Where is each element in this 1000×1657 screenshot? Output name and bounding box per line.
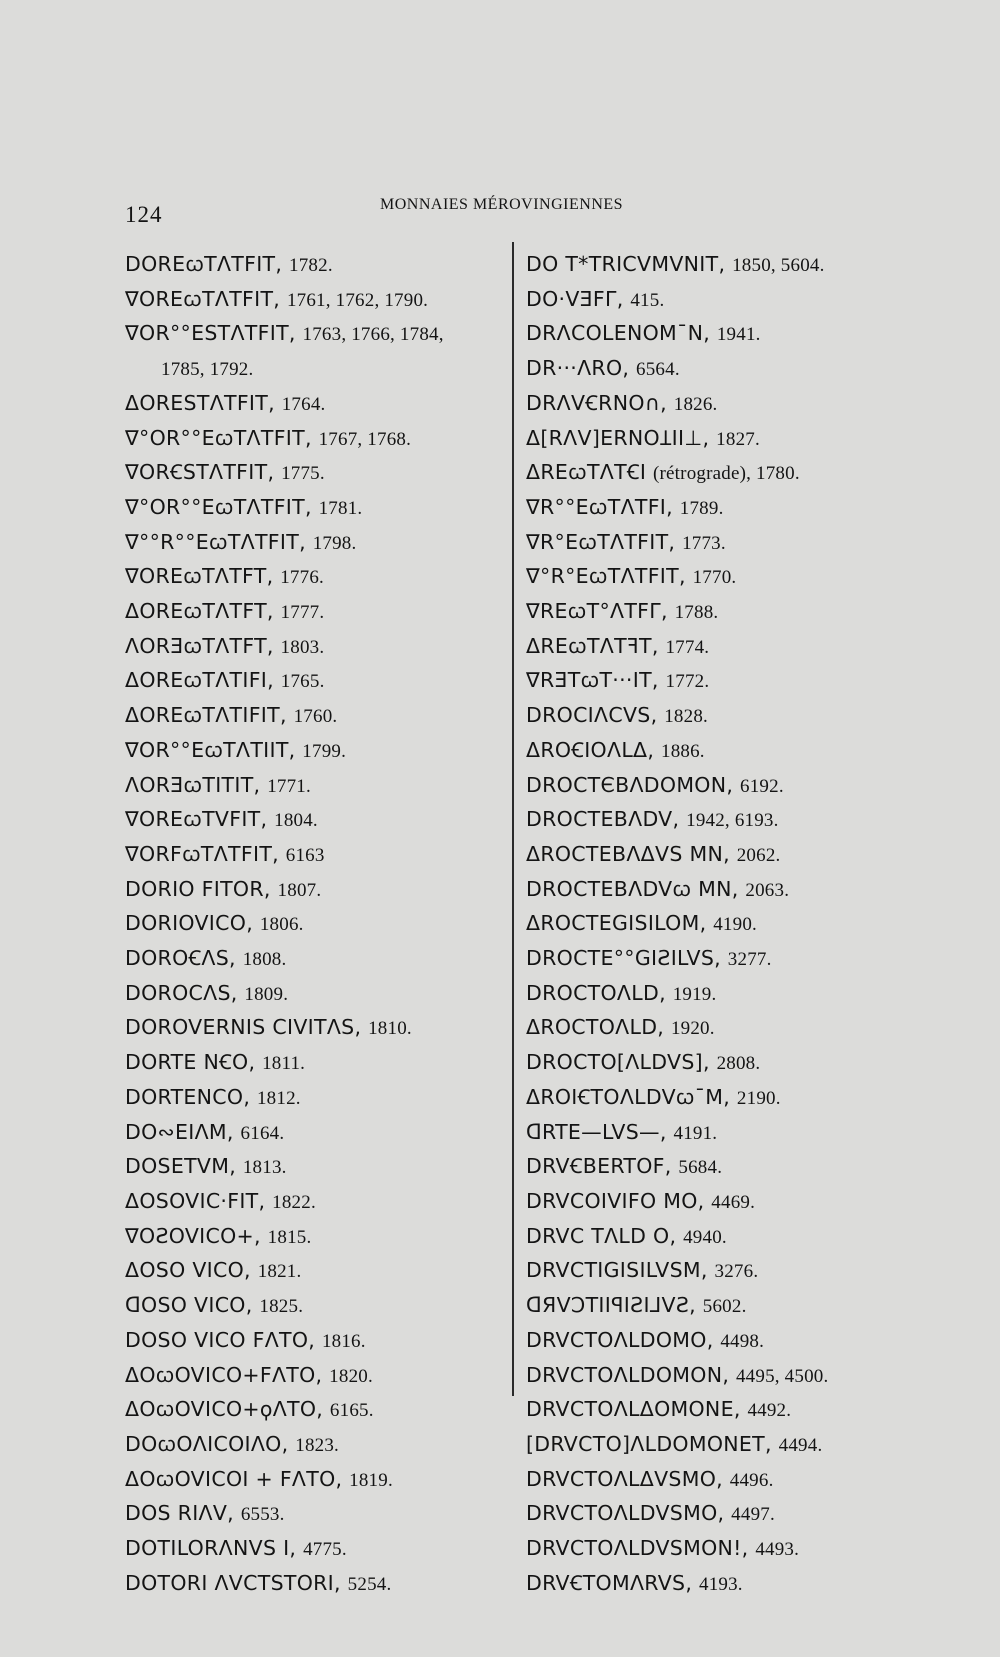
index-entry <box>125 1463 515 1498</box>
catalog-refs: 1777. <box>280 602 325 624</box>
index-entry <box>526 769 946 804</box>
index-entry <box>125 803 515 838</box>
catalog-refs: 4496. <box>729 1469 774 1491</box>
coin-legend: DR···ΛRO, <box>526 356 637 381</box>
index-entry <box>125 873 515 908</box>
index-entry <box>526 1220 946 1255</box>
catalog-refs: 1782. <box>289 255 333 276</box>
column-divider <box>512 242 514 1396</box>
catalog-refs: 1798. <box>312 532 357 554</box>
catalog-refs: 1807. <box>277 879 322 901</box>
catalog-refs: 6564. <box>636 359 680 381</box>
coin-legend: ΔROIꞒTOΛLDVꞷ¯M, <box>526 1084 737 1109</box>
index-entry <box>526 422 946 457</box>
catalog-refs: 1811. <box>262 1053 306 1075</box>
catalog-refs: 1773. <box>682 532 726 554</box>
coin-legend: DORIOVICO, <box>125 911 260 936</box>
index-entry <box>526 1046 946 1081</box>
catalog-refs: 1822. <box>272 1191 316 1213</box>
catalog-refs: 4495, 4500. <box>735 1365 829 1387</box>
catalog-refs: 1765. <box>280 671 325 693</box>
coin-legend: ΔORESTΛTFIT, <box>125 390 282 415</box>
coin-legend: ∇RƎTꞷT···IT, <box>526 668 666 693</box>
catalog-refs: 2190. <box>736 1087 781 1109</box>
coin-legend: ∇OREꞷTVFIT, <box>125 807 275 832</box>
index-entry <box>526 699 946 734</box>
index-entry <box>526 1150 946 1185</box>
index-entry <box>526 491 946 526</box>
index-entry <box>526 560 946 595</box>
index-entry <box>526 387 946 422</box>
coin-legend: DOTORI ΛVCTSTORI, <box>125 1570 348 1595</box>
index-entry <box>125 1116 515 1151</box>
catalog-refs: 1823. <box>295 1434 339 1456</box>
catalog-refs: 1825. <box>259 1296 304 1318</box>
index-entry <box>125 1011 515 1046</box>
coin-legend: DROCTEBΛDV, <box>526 807 687 832</box>
index-entry <box>526 1359 946 1394</box>
coin-legend: DRVCTOΛLDVSMO, <box>526 1501 732 1526</box>
catalog-refs: (rétrograde), 1780. <box>653 463 800 485</box>
catalog-refs: 1810. <box>368 1018 412 1040</box>
coin-legend: ᗡOSO VICO, <box>125 1293 260 1318</box>
index-entry <box>125 1220 515 1255</box>
coin-legend: DOROꞒΛS, <box>125 946 243 971</box>
coin-legend: ᗡЯVϽTIIꟼIƧI⅃VƧ, <box>526 1293 703 1318</box>
index-entry <box>526 838 946 873</box>
coin-legend: ΛORƎꞷTITIT, <box>125 772 268 797</box>
coin-legend: DRVCTOΛLDOMON, <box>526 1362 736 1387</box>
coin-legend: DROCTEBΛDVꞷ MN, <box>526 876 746 901</box>
index-entry <box>125 456 515 491</box>
index-entry <box>526 1463 946 1498</box>
catalog-refs: 1776. <box>280 567 324 589</box>
catalog-refs: 4498. <box>720 1330 765 1352</box>
index-entry <box>125 699 515 734</box>
index-entry <box>526 1393 946 1428</box>
coin-legend: ∇ORꞒSTΛTFIT, <box>125 460 282 485</box>
index-entry <box>526 803 946 838</box>
index-entry <box>526 283 946 318</box>
catalog-refs: 2062. <box>736 844 781 866</box>
catalog-refs: 6165. <box>329 1400 374 1422</box>
catalog-refs: 1941. <box>716 324 761 346</box>
catalog-refs: 1775. <box>281 463 325 485</box>
coin-legend: ΔOREꞷTΛTIFIT, <box>125 703 294 728</box>
coin-legend: DORIO FITOR, <box>125 876 278 901</box>
index-entry <box>526 977 946 1012</box>
coin-legend: ᗡRTE—LVS—, <box>526 1119 674 1144</box>
catalog-refs: 6553. <box>240 1504 285 1526</box>
index-entry <box>526 630 946 665</box>
index-entry <box>526 1567 946 1602</box>
catalog-refs: 1808. <box>242 949 287 971</box>
index-entry <box>125 1359 515 1394</box>
catalog-refs: 1809. <box>244 983 289 1005</box>
page-number: 124 <box>125 202 163 227</box>
index-entry <box>125 1254 515 1289</box>
coin-legend: ∇OR°°ESTΛTFIT, <box>125 321 303 346</box>
catalog-refs: 1774. <box>665 636 710 658</box>
index-entry <box>526 456 946 491</box>
coin-legend: ∇OƧOVICO+, <box>125 1223 268 1248</box>
index-entry <box>526 1497 946 1532</box>
catalog-refs: 6192. <box>740 775 784 797</box>
coin-legend: DO∾EIΛM, <box>125 1119 241 1144</box>
index-entry <box>125 283 515 318</box>
index-entry <box>526 1428 946 1463</box>
coin-legend: DORTE NꞒO, <box>125 1050 263 1075</box>
coin-legend: DO·VƎFΓ, <box>526 286 631 311</box>
right-column <box>526 248 946 1601</box>
coin-legend: [DRVCTO]ΛLDOMONET, <box>526 1431 779 1456</box>
index-entry <box>125 352 515 387</box>
coin-legend: DRVCTOΛLDVSMON!, <box>526 1536 756 1561</box>
catalog-refs: 6163 <box>285 844 325 866</box>
index-entry <box>125 560 515 595</box>
coin-legend: DRΛCOLENOM¯N, <box>526 321 717 346</box>
coin-legend: DROCTE°°GIƧILVS, <box>526 946 728 971</box>
catalog-refs: 1850, 5604. <box>732 255 825 276</box>
index-entry <box>526 1116 946 1151</box>
coin-legend: ∇R°°EꞷTΛTFI, <box>526 494 680 519</box>
index-entry <box>125 1567 515 1602</box>
index-entry <box>526 734 946 769</box>
coin-legend: DORTENCO, <box>125 1084 257 1109</box>
catalog-refs: 1815. <box>267 1226 312 1248</box>
catalog-refs: 3277. <box>727 949 772 971</box>
catalog-refs: 4492. <box>747 1400 792 1422</box>
coin-legend: DOSETVM, <box>125 1154 243 1179</box>
coin-legend: ΔROꞒIOΛLΔ, <box>526 737 661 762</box>
index-entry <box>125 734 515 769</box>
coin-legend: ∇OREꞷTΛTFIT, <box>125 286 287 311</box>
catalog-refs: 1942, 6193. <box>686 810 779 832</box>
catalog-refs: 1764. <box>281 393 326 415</box>
catalog-refs: 2063. <box>745 879 790 901</box>
catalog-refs: 6164. <box>240 1122 285 1144</box>
coin-legend: DROCTЄBΛDOMON, <box>526 772 741 797</box>
catalog-refs: 1763, 1766, 1784, <box>302 324 444 346</box>
catalog-refs: 1812. <box>256 1087 301 1109</box>
catalog-refs: 1803. <box>280 636 325 658</box>
coin-legend: ΔREꞷTΛTꟻT, <box>526 633 666 658</box>
index-entry <box>125 491 515 526</box>
coin-legend: ΔOSO VICO, <box>125 1258 258 1283</box>
catalog-refs: 1827. <box>716 428 760 450</box>
catalog-refs: 1919. <box>672 983 717 1005</box>
index-entry <box>125 317 515 352</box>
coin-legend: DOS RIΛV, <box>125 1501 241 1526</box>
coin-legend: ∇OR°°EꞷTΛTIIT, <box>125 737 303 762</box>
coin-legend: ∇°R°EꞷTΛTFIT, <box>526 564 693 589</box>
coin-legend: ΔROCTOΛLD, <box>526 1015 671 1040</box>
index-entry <box>526 526 946 561</box>
coin-legend: DOROVERNIS CIVITΛS, <box>125 1015 369 1040</box>
index-entry <box>125 595 515 630</box>
index-entry <box>526 1289 946 1324</box>
catalog-refs: 5684. <box>678 1157 723 1179</box>
index-entry <box>125 942 515 977</box>
coin-legend: DOREꞷTΛTFIT, <box>125 252 290 276</box>
catalog-refs: 4497. <box>731 1504 775 1526</box>
index-entry <box>526 664 946 699</box>
index-entry <box>125 1532 515 1567</box>
index-entry <box>526 942 946 977</box>
coin-legend: DROCTOΛLD, <box>526 980 673 1005</box>
coin-legend: DRVꞒBERTOF, <box>526 1154 679 1179</box>
coin-legend: DO T*TRICVMVNIT, <box>526 252 733 276</box>
catalog-refs: 1819. <box>349 1469 393 1491</box>
index-entry <box>125 1428 515 1463</box>
catalog-refs: 1826. <box>673 393 718 415</box>
coin-legend: ΔREꞷTΛTꞒI <box>526 460 653 485</box>
catalog-refs: 1761, 1762, 1790. <box>286 289 429 311</box>
catalog-refs: 4494. <box>778 1434 823 1456</box>
index-entry <box>125 630 515 665</box>
catalog-refs: 1781. <box>318 497 363 519</box>
index-entry <box>125 1289 515 1324</box>
catalog-refs: 1920. <box>670 1018 715 1040</box>
catalog-refs: 4191. <box>673 1122 718 1144</box>
index-entry <box>526 1254 946 1289</box>
catalog-refs: 1760. <box>293 706 338 728</box>
index-entry <box>125 526 515 561</box>
index-entry <box>125 1497 515 1532</box>
coin-legend: DOTILORΛNVS I, <box>125 1536 304 1561</box>
catalog-refs: 1770. <box>692 567 737 589</box>
index-entry <box>526 595 946 630</box>
coin-legend: ∇REꞷT°ΛTFΓ, <box>526 599 675 624</box>
running-head: MONNAIES MÉROVINGIENNES <box>380 196 624 213</box>
catalog-refs: 5602. <box>702 1296 747 1318</box>
index-entry <box>125 769 515 804</box>
left-column <box>125 248 515 1601</box>
coin-legend: DRVCOIVIFO MO, <box>526 1188 712 1213</box>
catalog-refs: 2808. <box>716 1053 761 1075</box>
coin-legend: ∇°OR°°EꞷTΛTFIT, <box>125 425 319 450</box>
index-entry <box>125 422 515 457</box>
catalog-refs: 4193. <box>699 1573 743 1595</box>
index-entry <box>526 1081 946 1116</box>
catalog-refs: 1828. <box>664 706 708 728</box>
catalog-refs: 5254. <box>347 1573 392 1595</box>
catalog-refs: 1886. <box>661 740 705 762</box>
coin-legend: ΔOꞷOVICO+ϙΛTO, <box>125 1397 330 1422</box>
coin-legend: DOꞷOΛICOIΛO, <box>125 1431 296 1456</box>
catalog-refs: 1813. <box>242 1157 287 1179</box>
catalog-refs: 1799. <box>302 740 347 762</box>
index-entry <box>125 838 515 873</box>
index-entry <box>526 1011 946 1046</box>
catalog-refs: 4940. <box>683 1226 727 1248</box>
coin-legend: ΔOꞷOVICOI + FΛTO, <box>125 1466 350 1491</box>
coin-legend: ∇°OR°°EꞷTΛTFIT, <box>125 494 319 519</box>
coin-legend: ∇OREꞷTΛTFT, <box>125 564 281 589</box>
catalog-refs: 3276. <box>714 1261 759 1283</box>
coin-legend: ∇ORFꞷTΛTFIT, <box>125 841 286 866</box>
coin-legend: DRVꞒTOMΛRVS, <box>526 1570 699 1595</box>
index-entry <box>526 1532 946 1567</box>
index-entry <box>125 664 515 699</box>
coin-legend: ΔOꞷOVICO+FΛTO, <box>125 1362 330 1387</box>
catalog-refs: 4469. <box>711 1191 756 1213</box>
catalog-refs: 1816. <box>321 1330 366 1352</box>
coin-legend: DRΛVꞒRNO∩, <box>526 390 674 415</box>
index-entry <box>125 1150 515 1185</box>
index-entry <box>526 1185 946 1220</box>
index-entry <box>125 1393 515 1428</box>
coin-legend: ΔROCTEGISILOM, <box>526 911 714 936</box>
coin-legend: ΛORƎꞷTΛTFT, <box>125 633 281 658</box>
coin-legend: ΔOREꞷTΛTIFI, <box>125 668 281 693</box>
coin-legend: DRVCTOΛLΔOMONE, <box>526 1397 748 1422</box>
catalog-refs: 1789. <box>679 497 724 519</box>
catalog-refs: 4775. <box>303 1539 347 1561</box>
catalog-refs: 1772. <box>665 671 710 693</box>
catalog-refs: 4493. <box>755 1539 800 1561</box>
catalog-refs: 1767, 1768. <box>318 428 412 450</box>
index-entry <box>526 1324 946 1359</box>
index-entry <box>526 873 946 908</box>
coin-legend: Δ[RΛV]ERNOꞱII⊥, <box>526 425 717 450</box>
index-entry <box>125 1081 515 1116</box>
coin-legend: DRVCTIGISILVSM, <box>526 1258 715 1283</box>
index-entry <box>125 248 515 283</box>
coin-legend: DRVCTOΛLΔVSMO, <box>526 1466 730 1491</box>
coin-legend: DROCTO[ΛLDVS], <box>526 1050 717 1075</box>
catalog-refs: 1804. <box>274 810 318 832</box>
coin-legend: ΔOREꞷTΛTFT, <box>125 599 281 624</box>
coin-legend: ΔOSOVIC·FIT, <box>125 1188 273 1213</box>
catalog-refs: 415. <box>630 289 665 311</box>
catalog-refs: 1806. <box>259 914 304 936</box>
coin-legend: DROCIΛCVS, <box>526 703 665 728</box>
coin-legend: ΔROCTEBΛΔVS MN, <box>526 841 737 866</box>
index-entry <box>526 352 946 387</box>
index-entry <box>526 317 946 352</box>
coin-legend: DRVCTOΛLDOMO, <box>526 1327 721 1352</box>
catalog-refs: 1820. <box>329 1365 373 1387</box>
index-entry <box>125 977 515 1012</box>
index-entry <box>125 1046 515 1081</box>
index-entry <box>125 907 515 942</box>
index-entry <box>526 248 946 283</box>
catalog-refs: 1771. <box>267 775 311 797</box>
coin-legend: ∇R°EꞷTΛTFIT, <box>526 529 683 554</box>
coin-legend: ∇°°R°°EꞷTΛTFIT, <box>125 529 313 554</box>
coin-legend: DOROCΛS, <box>125 980 245 1005</box>
index-entry <box>526 907 946 942</box>
index-entry <box>125 1185 515 1220</box>
coin-legend: DRVC TΛLD O, <box>526 1223 684 1248</box>
catalog-refs: 1821. <box>257 1261 302 1283</box>
coin-legend: DOSO VICO FΛTO, <box>125 1327 322 1352</box>
index-entry <box>125 387 515 422</box>
index-entry <box>125 1324 515 1359</box>
catalog-refs: 4190. <box>713 914 757 936</box>
catalog-refs: 1788. <box>674 602 719 624</box>
catalog-refs: 1785, 1792. <box>161 359 254 381</box>
